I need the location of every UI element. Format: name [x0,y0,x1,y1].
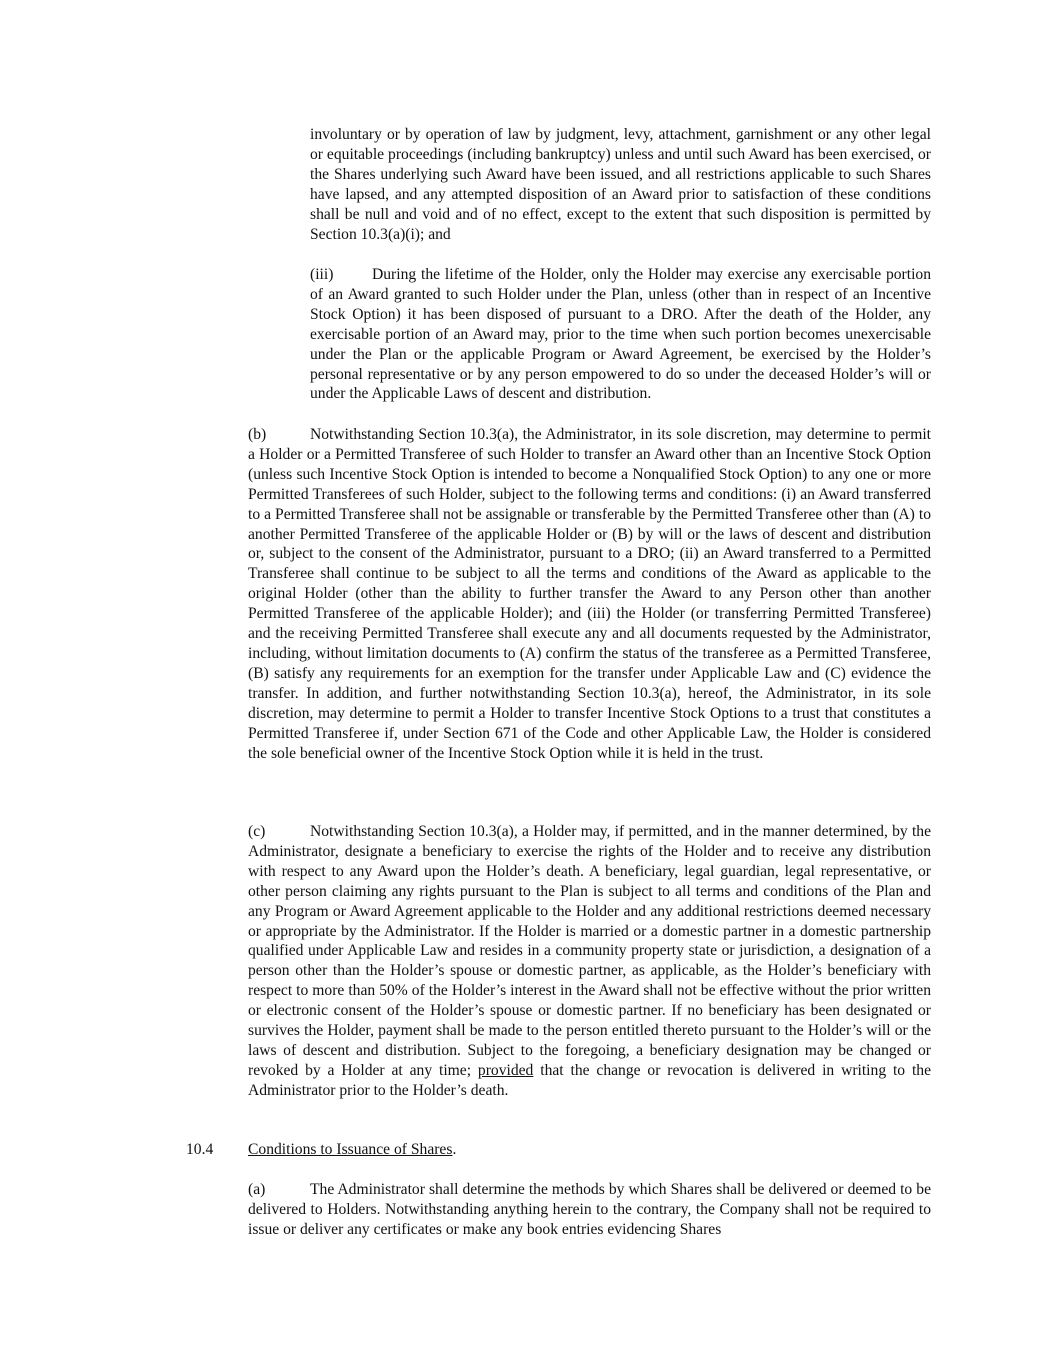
paragraph-b [248,425,931,763]
section-heading [248,1140,456,1160]
paragraph-continued [310,125,931,244]
paragraph-a [248,1180,931,1240]
paragraph-continued-text: involuntary or by operation of law by judgment, levy, attachment, garnishment or any other legal or equitable proceedings (including bankruptcy) unless and until such Award has been exercised, or the Shares underlying such Award have been issued, and all restrictions applicable to such Shares have lapsed, and any attempted disposition of an Award prior to satisfaction of these conditions shall be null and void and of no effect, except to the extent that such disposition is permitted by Section 10.3(a)(i); and [310,126,931,243]
paragraph-iii [310,265,931,404]
section-number: 10.4 [186,1141,214,1158]
paragraph-c [248,822,931,1101]
paragraph-iii-text: During the lifetime of the Holder, only the Holder may exercise any exercisable portion of an Award granted to such Holder under the Plan, unless (other than in respect of an Incentive Stock Option) it has been disposed of pursuant to a DRO. After the death of the Holder, any exercisable portion of an Award may, prior to the time when such portion becomes unexercisable under the Plan or the applicable Program or Award Agreement, be exercised by the Holder’s personal representative or by any person empowered to do so under the deceased Holder’s will or under the Applicable Laws of descent and distribution. [310,266,931,403]
paragraph-b-text: Notwithstanding Section 10.3(a), the Administrator, in its sole discretion, may determine to permit a Holder or a Permitted Transferee of such Holder to transfer an Award other than an Incentive Stock Option (unless such Incentive Stock Option is intended to become a Nonqualified Stock Option) to any one or more Permitted Transferees of such Holder, subject to the following terms and conditions: (i) an Award transferred to a Permitted Transferee shall not be assignable or transferable by the Permitted Transferee other than (A) to another Permitted Transferee of the applicable Holder or (B) by will or the laws of descent and distribution or, subject to the consent of the Administrator, pursuant to a DRO; (ii) an Award transferred to a Permitted Transferee shall continue to be subject to all the terms and conditions of the Award as applicable to the original Holder (other than the ability to further transfer the Award to any Person other than another Permitted Transferee of the applicable Holder); and (iii) the Holder (or transferring Permitted Transferee) and the receiving Permitted Transferee shall execute any and all documents requested by the Administrator, including, without limitation documents to (A) confirm the status of the transferee as a Permitted Transferee, (B) satisfy any requirements for an exemption for the transfer under Applicable Law and (C) evidence the transfer. In addition, and further notwithstanding Section 10.3(a), hereof, the Administrator, in its sole discretion, may determine to permit a Holder to transfer Incentive Stock Options to a trust that constitutes a Permitted Transferee if, under Section 671 of the Code and other Applicable Law, the Holder is considered the sole beneficial owner of the Incentive Stock Option while it is held in the trust. [248,426,931,762]
paragraph-a-label: (a) [248,1181,266,1198]
paragraph-iii-label: (iii) [310,266,334,283]
paragraph-b-label: (b) [248,426,267,443]
section-title-suffix: . [452,1141,457,1158]
paragraph-c-label: (c) [248,823,266,840]
paragraph-c-text-end: that the change or revocation is delivered in writing to the Administrator prior to the Holder’s death. [248,1061,932,1099]
paragraph-a-text: The Administrator shall determine the methods by which Shares shall be delivered or deemed to be delivered to Holders. Notwithstanding anything herein to the contrary, the Company shall not be required to issue or deliver any certificates or make any book entries evidencing Shares [248,1181,931,1238]
section-title: Conditions to Issuance of Shares [248,1141,453,1158]
paragraph-c-provided: provided [477,1061,534,1079]
paragraph-c-text: Notwithstanding Section 10.3(a), a Holder may, if permitted, and in the manner determined, by the Administrator, designate a beneficiary to exercise the rights of the Holder and to receive any distribution with respect to any Award upon the Holder’s death. A beneficiary, legal guardian, legal representative, or other person claiming any rights pursuant to the Plan is subject to all terms and conditions of the Plan and any Program or Award Agreement applicable to the Holder and any additional restrictions deemed necessary or appropriate by the Administrator. If the Holder is married or a domestic partner in a domestic partnership qualified under Applicable Law and resides in a community property state or jurisdiction, a designation of a person other than the Holder’s spouse or domestic partner, as applicable, as the Holder’s beneficiary with respect to more than 50% of the Holder’s interest in the Award shall not be effective without the prior written or electronic consent of the Holder’s spouse or domestic partner. If no beneficiary has been designated or survives the Holder, payment shall be made to the person entitled thereto pursuant to the Holder’s will or the laws of descent and distribution. Subject to the foregoing, a beneficiary designation may be changed or revoked by a Holder at any time; [248,823,931,1079]
